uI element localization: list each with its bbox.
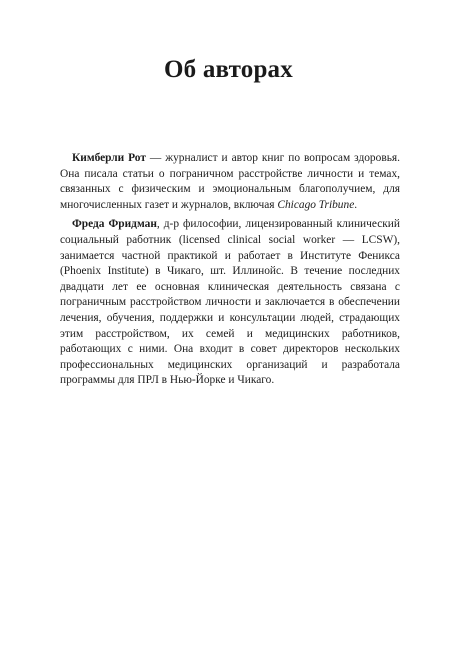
author-bio-roth-text: — журналист и автор книг по вопросам здоровья. Она писала статьи о пограничном расстройстве личности и темах, связанных с физическим и эмоциональным благополучием, для многочисленных газет и журналов, включая xyxy=(60,152,400,211)
authors-section xyxy=(60,151,400,393)
author-bio-roth xyxy=(60,151,400,213)
page-title: Об авторах xyxy=(164,56,293,83)
author-bio-roth-end: . xyxy=(354,198,358,211)
publication-name: Chicago Tribune xyxy=(277,198,355,211)
author-bio-friedman xyxy=(60,217,400,389)
author-name-roth: Кимберли Рот xyxy=(72,152,146,164)
author-bio-friedman-text: , д-р философии, лицензированный клинический социальный работник (licensed clinical social worker — LCSW), занимается частной практикой и работает в Институте Феникса (Phoenix Institute) в Чикаго, шт. Иллинойс. В течение последних двадцати лет ее основная клиническая деятельность связана с пограничным расстройством личности и заключается в обеспечении лечения, обучения, поддержки и консультации людей, страдающих этим расстройством, их семей и медицинских работников, работающих с ними. Она входит в совет директоров нескольких профессиональных медицинских организаций и разработала программы для ПРЛ в Нью-Йорке и Чикаго. xyxy=(60,218,400,387)
author-name-friedman: Фреда Фридман xyxy=(72,218,157,231)
